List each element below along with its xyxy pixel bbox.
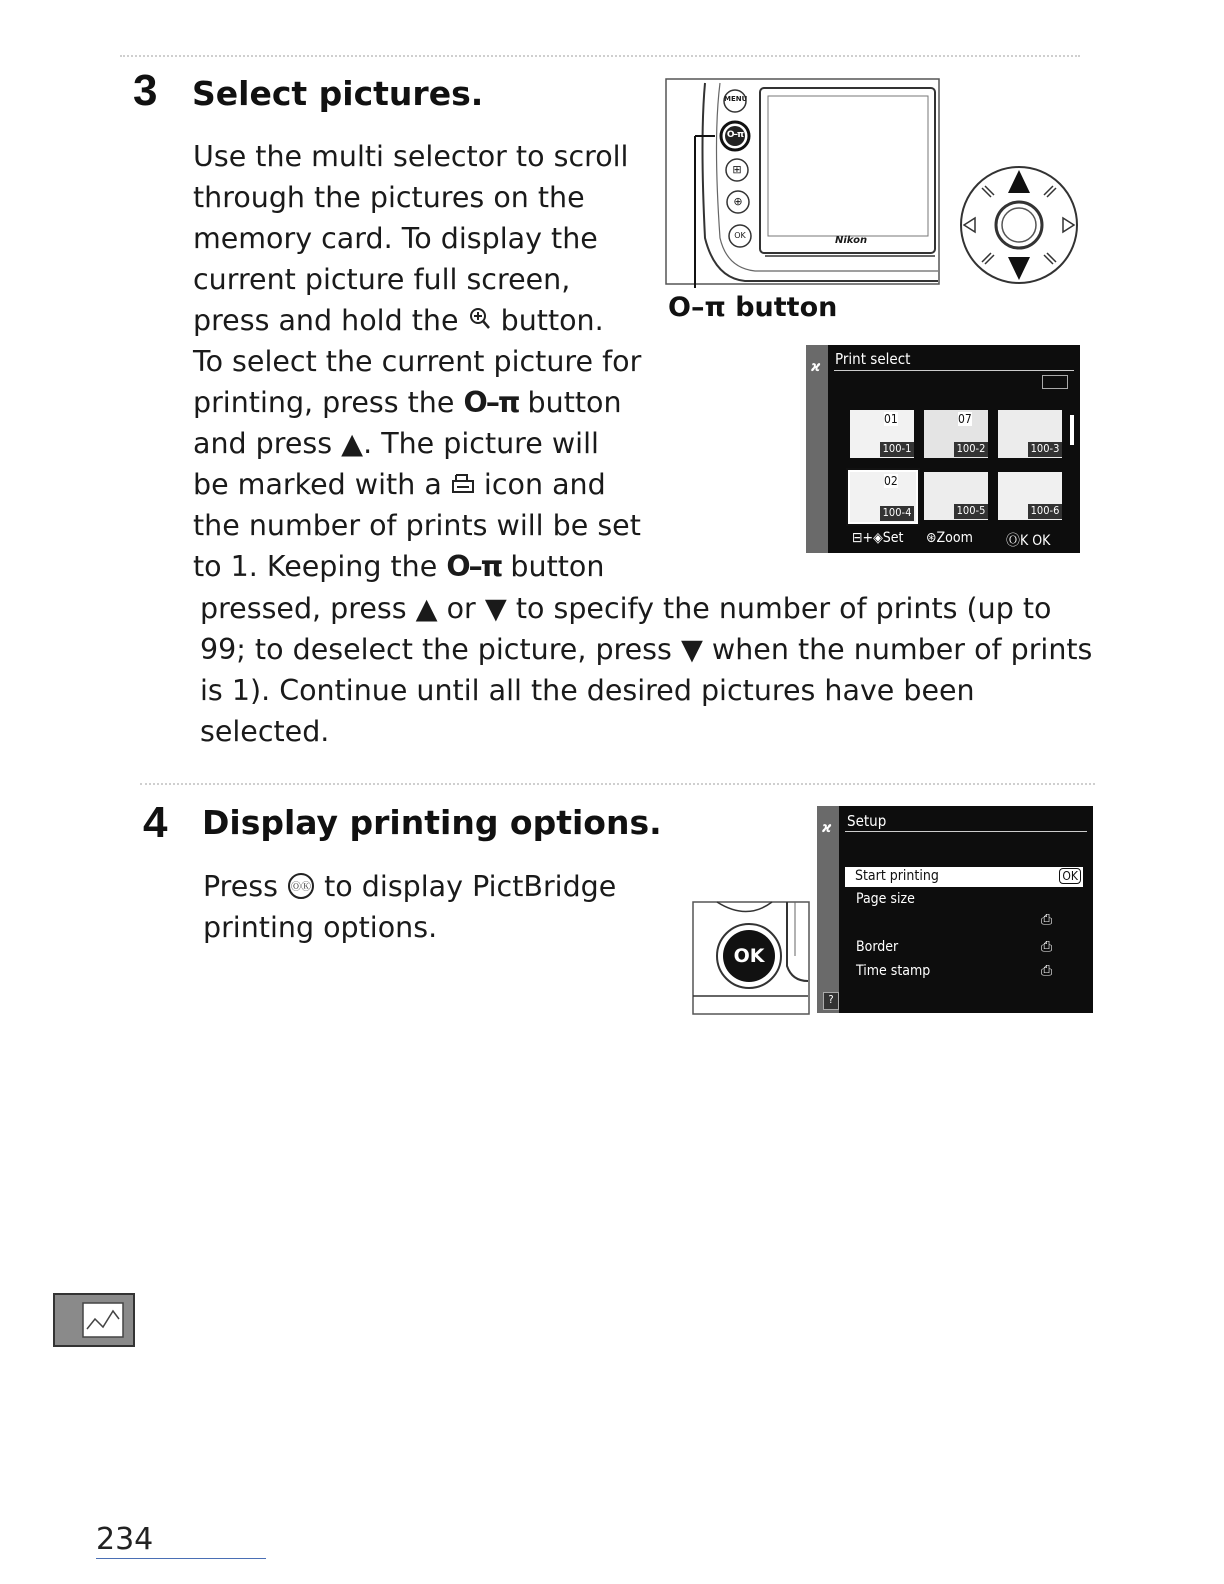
protect-key-icon: O–π	[446, 550, 502, 583]
text-line: be marked with a icon and	[193, 468, 606, 501]
footer-ok-hint: ⓄK OK	[1006, 533, 1051, 549]
menu-item-page-size[interactable]: Page size	[856, 891, 915, 907]
text-line: Use the multi selector to scroll	[193, 140, 629, 173]
menu-button[interactable]: MENU	[724, 95, 748, 103]
title-underline	[845, 831, 1087, 832]
ok-button-illustration	[692, 896, 810, 1016]
text-line: to 1. Keeping the O–π button	[193, 550, 605, 583]
print-select-screen	[806, 345, 1080, 553]
footer-set-hint: ⊟+◈Set	[852, 530, 904, 546]
print-settings-icon: ⎙	[1041, 963, 1053, 979]
camera-back-illustration	[665, 78, 940, 288]
up-arrow-icon: ▲	[341, 427, 364, 460]
step-3-instructions	[193, 136, 641, 587]
screen-side-bar	[817, 806, 839, 1013]
text-line: selected.	[200, 715, 330, 748]
thumbnail-selected[interactable]	[848, 470, 918, 524]
thumbnail[interactable]	[924, 410, 988, 458]
step-3-number: 3	[133, 66, 158, 115]
thumbnail-id: 100-6	[1028, 504, 1062, 519]
text-line: and press ▲. The picture will	[193, 427, 599, 460]
step-4-number: 4	[143, 798, 168, 847]
print-count: 02	[884, 474, 898, 488]
thumbnail[interactable]	[850, 410, 914, 458]
text-line: pressed, press ▲ or ▼ to specify the number of prints (up to	[200, 592, 1052, 625]
menu-item-start-printing[interactable]	[845, 867, 1083, 887]
text-line: through the pictures on the	[193, 181, 585, 214]
title-underline	[834, 370, 1074, 371]
text-line: current picture full screen,	[193, 263, 571, 296]
protect-button-callout: O–π button	[668, 292, 838, 323]
scrollbar[interactable]	[1070, 415, 1074, 445]
ok-symbol: ⓄⓀ	[291, 882, 312, 893]
menu-item-value: OK	[1059, 868, 1081, 884]
connection-icon	[55, 1295, 133, 1345]
thumbnail-id: 100-2	[954, 442, 988, 457]
thumbnail-id: 100-1	[880, 442, 914, 457]
ok-button[interactable]: OK	[733, 945, 765, 967]
ok-button[interactable]: OK	[734, 231, 746, 240]
protect-button[interactable]: O–π	[726, 130, 744, 140]
text-line: Press ⓄⓀ to display PictBridge	[203, 870, 617, 903]
ok-button-icon	[287, 872, 315, 900]
thumbnail-id: 100-4	[880, 506, 914, 521]
screen-title: Print select	[835, 350, 911, 368]
text-line: press and hold the button.	[193, 304, 604, 337]
text-line: To select the current picture for	[193, 345, 642, 378]
camera-body-drawing	[665, 78, 940, 288]
page-number: 234	[96, 1522, 154, 1557]
step-3-instructions-continued	[200, 588, 1092, 752]
zoom-button[interactable]: ⊕	[733, 195, 743, 208]
divider-middle	[140, 783, 1095, 785]
print-count: 01	[884, 412, 898, 426]
step-4-instructions	[203, 866, 616, 948]
down-arrow-icon: ▼	[484, 592, 507, 625]
text-line: printing options.	[203, 911, 438, 944]
down-arrow-icon: ▼	[680, 633, 703, 666]
text-line: is 1). Continue until all the desired pictures have been	[200, 674, 975, 707]
page-number-rule	[96, 1558, 266, 1559]
divider-top	[120, 55, 1080, 57]
protect-key-icon: O–π	[463, 386, 519, 419]
zoom-in-icon	[468, 306, 492, 332]
text-line: memory card. To display the	[193, 222, 598, 255]
screen-title: Setup	[847, 812, 887, 830]
thumbnail[interactable]	[998, 472, 1062, 520]
menu-item-time-stamp[interactable]: Time stamp	[856, 963, 931, 979]
view-mode-icon	[1042, 375, 1068, 389]
thumbnail-id: 100-3	[1028, 442, 1062, 457]
up-arrow-icon: ▲	[415, 592, 438, 625]
thumbnail-button[interactable]: ⊞	[732, 163, 742, 176]
print-count: 07	[958, 412, 972, 426]
print-settings-icon: ⎙	[1041, 912, 1053, 928]
step-3-title: Select pictures.	[192, 74, 484, 113]
section-tab	[53, 1293, 135, 1347]
pictbridge-icon: ϰ	[811, 359, 821, 375]
pictbridge-icon: ϰ	[822, 820, 832, 836]
text-line: 99; to deselect the picture, press ▼ when the number of prints	[200, 633, 1093, 666]
thumbnail[interactable]	[998, 410, 1062, 458]
setup-screen	[817, 806, 1093, 1013]
thumbnail[interactable]	[924, 472, 988, 520]
menu-item-border[interactable]: Border	[856, 939, 899, 955]
step-4-title: Display printing options.	[202, 803, 662, 842]
multi-selector-icon	[958, 166, 1080, 284]
print-settings-icon: ⎙	[1041, 939, 1053, 955]
text-line: the number of prints will be set	[193, 509, 641, 542]
brand-logo: Nikon	[835, 235, 868, 246]
footer-zoom-hint: ⊛Zoom	[926, 530, 973, 546]
thumbnail-id: 100-5	[954, 504, 988, 519]
screen-side-bar	[806, 345, 828, 553]
text-line: printing, press the O–π button	[193, 386, 622, 419]
menu-item-label: Start printing	[855, 868, 939, 884]
help-icon[interactable]: ?	[823, 992, 839, 1010]
print-order-icon	[451, 471, 475, 497]
